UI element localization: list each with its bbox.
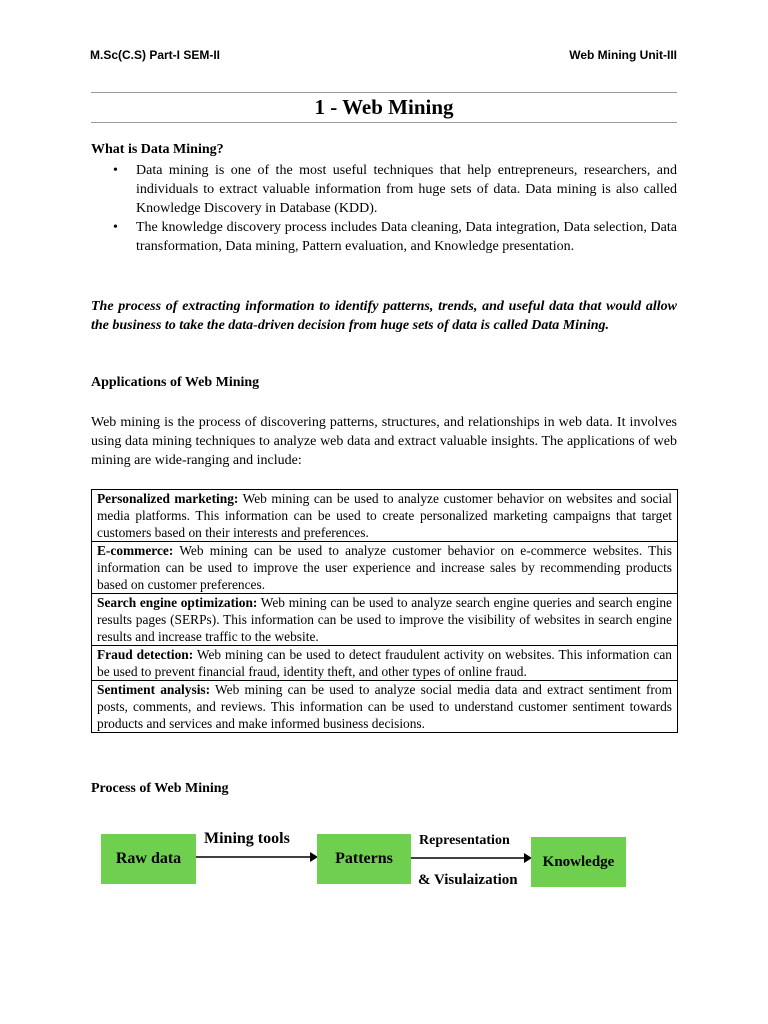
title-bottom-rule — [91, 122, 677, 123]
table-cell — [92, 594, 678, 646]
table-row — [92, 681, 678, 733]
label-representation: Representation — [419, 833, 510, 848]
table-cell — [92, 681, 678, 733]
bullet-item: • The knowledge discovery process includes Data cleaning, Data integration, Data selection, Data transformation, Data mining, Pattern evaluation, and Knowledge presentation. — [91, 218, 677, 256]
header-course: M.Sc(C.S) Part-I SEM-II — [90, 48, 221, 62]
applications-intro: Web mining is the process of discovering patterns, structures, and relationships in web data. It involves using data mining techniques to analyze web data and extract valuable insights. The applications of web mining are wide-ranging and include: — [91, 415, 677, 468]
table-cell — [92, 490, 678, 542]
cell-term: Sentiment analysis: — [97, 682, 211, 697]
heading-process: Process of Web Mining — [91, 781, 229, 796]
table-row — [92, 646, 678, 681]
page-title: 1 - Web Mining — [314, 95, 454, 119]
data-mining-definition: The process of extracting information to identify patterns, trends, and useful data that would allow the business to take the data-driven decision from huge sets of data is called Data Mining. — [91, 299, 677, 333]
box-raw-data: Raw data — [101, 834, 196, 884]
data-mining-bullets — [91, 161, 677, 256]
bullet-item: • Data mining is one of the most useful techniques that help entrepreneurs, researchers, and individuals to extract valuable information from huge sets of data. Data mining is also called Knowledge Discovery in Database (KDD). — [91, 161, 677, 218]
applications-table — [91, 489, 678, 733]
cell-text: Web mining can be used to analyze social media data and extract sentiment from posts, comments, and reviews. This information can be used to understand customer sentiment towards products and services and make informed business decisions. — [97, 682, 672, 731]
header-unit: Web Mining Unit-III — [569, 48, 677, 62]
table-row — [92, 594, 678, 646]
table-row — [92, 490, 678, 542]
cell-text: Web mining can be used to detect fraudulent activity on websites. This information can be used to prevent financial fraud, identity theft, and other types of online fraud. — [97, 647, 672, 679]
label-visualization: & Visulaization — [418, 872, 518, 888]
cell-term: E-commerce: — [97, 543, 174, 558]
cell-text: Web mining can be used to analyze search engine queries and search engine results pages (SERPs). This information can be used to improve the visibility of websites in search engine results and increase traffic to the website. — [97, 595, 672, 644]
table-row — [92, 542, 678, 594]
arrow-raw-to-patterns — [196, 850, 318, 864]
heading-applications: Applications of Web Mining — [91, 375, 260, 390]
label-mining-tools: Mining tools — [204, 830, 290, 847]
cell-term: Fraud detection: — [97, 647, 194, 662]
box-knowledge: Knowledge — [531, 837, 626, 887]
cell-term: Search engine optimization: — [97, 595, 258, 610]
arrow-patterns-to-knowledge — [411, 851, 532, 865]
cell-text: Web mining can be used to analyze customer behavior on e-commerce websites. This information can be used to improve the user experience and increase sales by recommending products based on customer preferences. — [97, 543, 672, 592]
box-patterns: Patterns — [317, 834, 411, 884]
table-cell — [92, 542, 678, 594]
cell-term: Personalized marketing: — [97, 491, 239, 506]
table-cell — [92, 646, 678, 681]
title-top-rule — [91, 92, 677, 93]
cell-text: Web mining can be used to analyze customer behavior on websites and social media platforms. This information can be used to create personalized marketing campaigns that target customers based on their interests and preferences. — [97, 491, 673, 540]
heading-what-is-data-mining: What is Data Mining? — [91, 142, 224, 157]
